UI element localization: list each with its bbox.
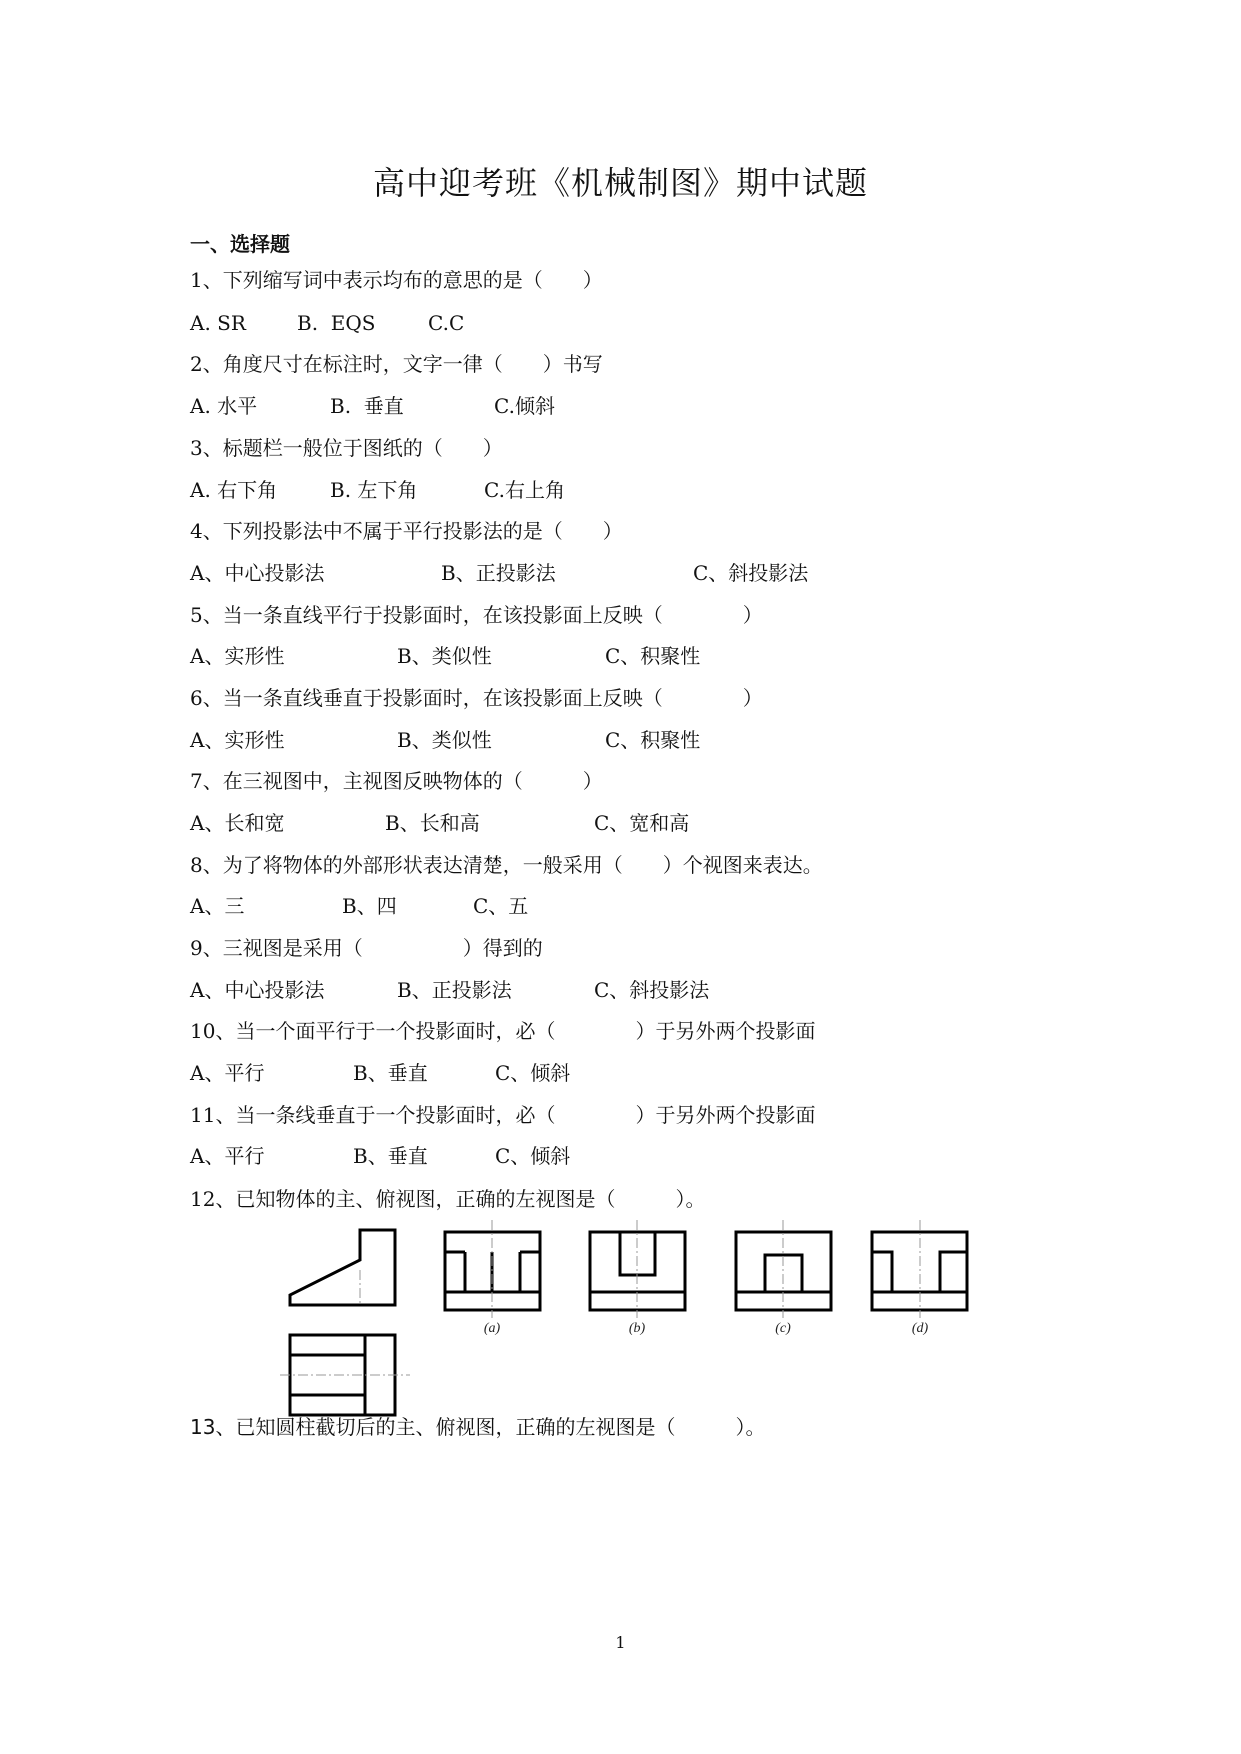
q1-option-c: C.C	[428, 311, 465, 335]
question-9: 9、三视图是采用（ ）得到的	[190, 936, 543, 960]
question-8: 8、为了将物体的外部形状表达清楚，一般采用（ ）个视图来表达。	[190, 853, 823, 877]
main-view	[290, 1230, 395, 1305]
q10-option-a: A、平行	[190, 1061, 265, 1085]
question-5: 5、当一条直线平行于投影面时，在该投影面上反映（ ）	[190, 603, 763, 627]
question-6: 6、当一条直线垂直于投影面时，在该投影面上反映（ ）	[190, 686, 763, 710]
q2-option-c: C.倾斜	[494, 394, 555, 418]
q6-option-c: C、积聚性	[605, 728, 701, 752]
section-heading: 一、选择题	[190, 232, 290, 256]
q4-option-b: B、正投影法	[441, 561, 556, 585]
q8-option-b: B、四	[342, 894, 397, 918]
question-11: 11、当一条线垂直于一个投影面时，必（ ）于另外两个投影面	[190, 1103, 816, 1127]
q12-figure	[280, 1210, 1000, 1420]
q8-option-a: A、三	[190, 894, 245, 918]
q11-option-a: A、平行	[190, 1144, 265, 1168]
figure-label-b: (b)	[628, 1321, 646, 1336]
q11-option-b: B、垂直	[353, 1144, 428, 1168]
q5-option-a: A、实形性	[190, 644, 285, 668]
q6-option-b: B、类似性	[397, 728, 492, 752]
q3-option-c: C.右上角	[484, 478, 565, 502]
question-10: 10、当一个面平行于一个投影面时，必（ ）于另外两个投影面	[190, 1019, 816, 1043]
q1-option-b: B. EQS	[297, 311, 376, 335]
q8-option-c: C、五	[473, 894, 529, 918]
exam-title: 高中迎考班《机械制图》期中试题	[372, 164, 868, 202]
question-2: 2、角度尺寸在标注时，文字一律（ ）书写	[190, 352, 603, 376]
page-number: 1	[615, 1633, 626, 1652]
q10-option-b: B、垂直	[353, 1061, 428, 1085]
q6-option-a: A、实形性	[190, 728, 285, 752]
q7-option-a: A、长和宽	[190, 811, 285, 835]
question-12: 12、已知物体的主、俯视图，正确的左视图是（ ）。	[190, 1187, 706, 1211]
figure-label-a: (a)	[483, 1321, 501, 1336]
question-1: 1、下列缩写词中表示均布的意思的是（ ）	[190, 268, 603, 292]
q9-option-a: A、中心投影法	[190, 978, 325, 1002]
q7-option-c: C、宽和高	[594, 811, 690, 835]
q3-option-b: B. 左下角	[330, 478, 418, 502]
question-4: 4、下列投影法中不属于平行投影法的是（ ）	[190, 519, 623, 543]
q10-option-c: C、倾斜	[495, 1061, 571, 1085]
q2-option-a: A. 水平	[190, 394, 258, 418]
q9-option-b: B、正投影法	[397, 978, 512, 1002]
question-3: 3、标题栏一般位于图纸的（ ）	[190, 436, 503, 460]
q3-option-a: A. 右下角	[190, 478, 278, 502]
question-13: 13、已知圆柱截切后的主、俯视图，正确的左视图是（ ）。	[190, 1415, 766, 1439]
q4-option-a: A、中心投影法	[190, 561, 325, 585]
q2-option-b: B. 垂直	[330, 394, 404, 418]
q9-option-c: C、斜投影法	[594, 978, 710, 1002]
figure-label-d: (d)	[911, 1321, 929, 1336]
q5-option-c: C、积聚性	[605, 644, 701, 668]
q5-option-b: B、类似性	[397, 644, 492, 668]
q1-option-a: A. SR	[190, 311, 246, 335]
q4-option-c: C、斜投影法	[693, 561, 809, 585]
question-7: 7、在三视图中，主视图反映物体的（ ）	[190, 769, 603, 793]
q7-option-b: B、长和高	[385, 811, 480, 835]
q11-option-c: C、倾斜	[495, 1144, 571, 1168]
figure-label-c: (c)	[775, 1321, 791, 1336]
